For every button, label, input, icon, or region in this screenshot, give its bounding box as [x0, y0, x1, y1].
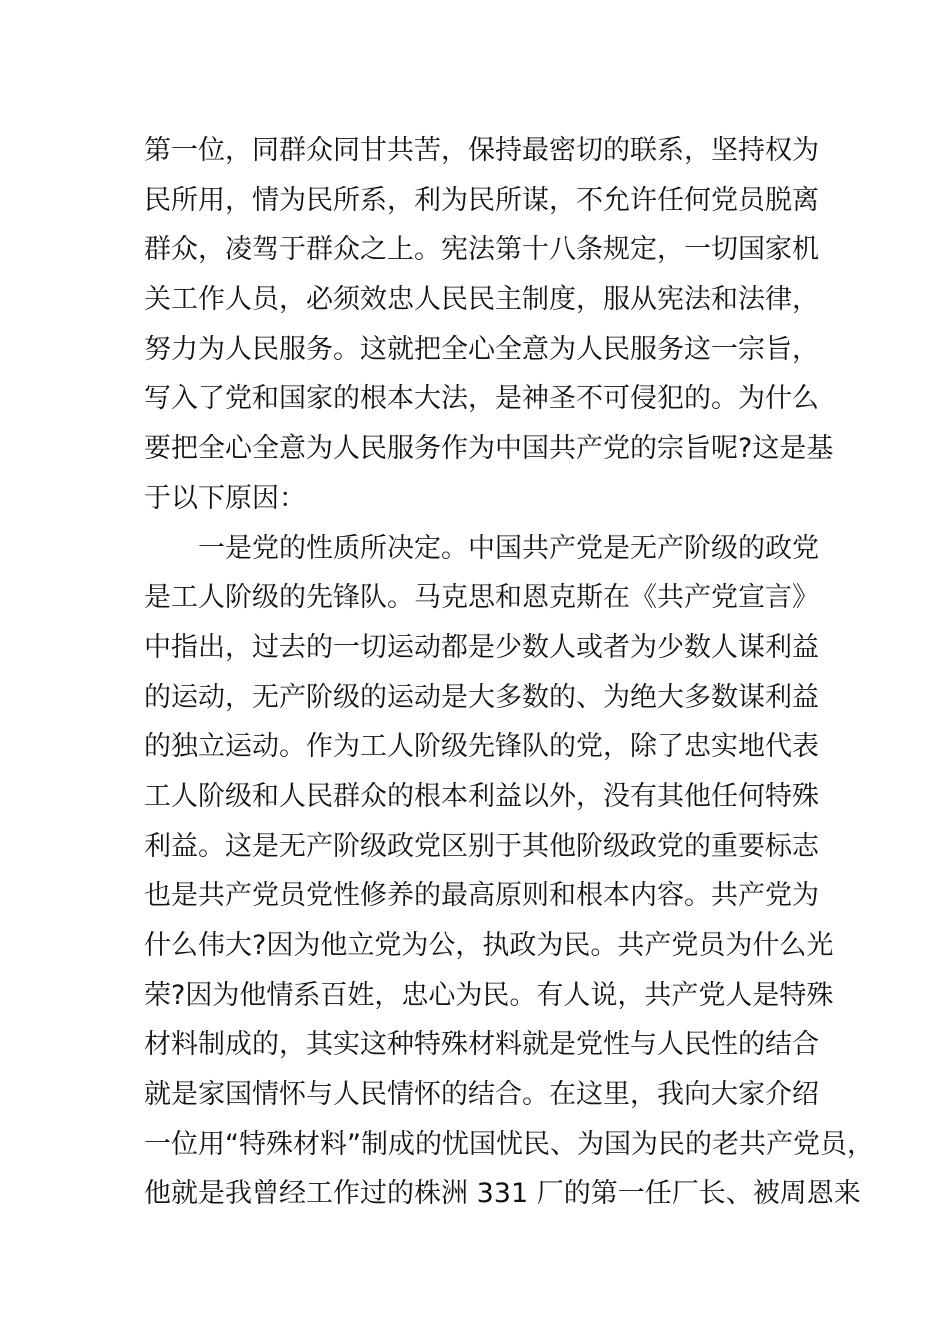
text-line: 也是共产党员党性修养的最高原则和根本内容。共产党为 [144, 880, 819, 912]
text-line: 他就是我曾经工作过的株洲 331 厂的第一任厂长、被周恩来 [144, 1178, 861, 1210]
text-line: 群众，凌驾于群众之上。宪法第十八条规定，一切国家机 [144, 234, 819, 266]
text-line: 第一位，同群众同甘共苦，保持最密切的联系，坚持权为 [144, 135, 819, 166]
text-line: 是工人阶级的先锋队。马克思和恩克斯在《共产党宣言》 [144, 582, 819, 614]
text-line: 什么伟大?因为他立党为公，执政为民。共产党员为什么光 [144, 930, 834, 961]
text-line: 就是家国情怀与人民情怀的结合。在这里，我向大家介绍 [144, 1079, 819, 1111]
text-line: 利益。这是无产阶级政党区别于其他阶级政党的重要标志 [144, 830, 819, 862]
text-line: 荣?因为他情系百姓，忠心为民。有人说，共产党人是特殊 [144, 979, 834, 1011]
text-line: 要把全心全意为人民服务作为中国共产党的宗旨呢?这是基 [144, 433, 834, 465]
text-line: 的运动，无产阶级的运动是大多数的、为绝大多数谋利益 [144, 681, 819, 713]
paragraph-first-line: 一是党的性质所决定。中国共产党是无产阶级的政党 [198, 532, 819, 564]
text-line: 材料制成的，其实这种特殊材料就是党性与人民性的结合 [144, 1029, 819, 1061]
text-line: 关工作人员，必须效忠人民民主制度，服从宪法和法律， [144, 284, 819, 316]
text-line: 中指出，过去的一切运动都是少数人或者为少数人谋利益 [144, 631, 819, 663]
text-line: 努力为人民服务。这就把全心全意为人民服务这一宗旨， [144, 333, 819, 365]
text-line: 一位用“特殊材料”制成的忧国忧民、为国为民的老共产党员， [144, 1128, 874, 1160]
body-text [144, 126, 874, 1219]
text-line: 民所用，情为民所系，利为民所谋，不允许任何党员脱离 [144, 184, 819, 216]
text-line: 的独立运动。作为工人阶级先锋队的党，除了忠实地代表 [144, 731, 819, 763]
text-line: 于以下原因： [144, 482, 306, 514]
text-line: 工人阶级和人民群众的根本利益以外，没有其他任何特殊 [144, 780, 819, 812]
text-line: 写入了党和国家的根本大法，是神圣不可侵犯的。为什么 [144, 383, 819, 415]
